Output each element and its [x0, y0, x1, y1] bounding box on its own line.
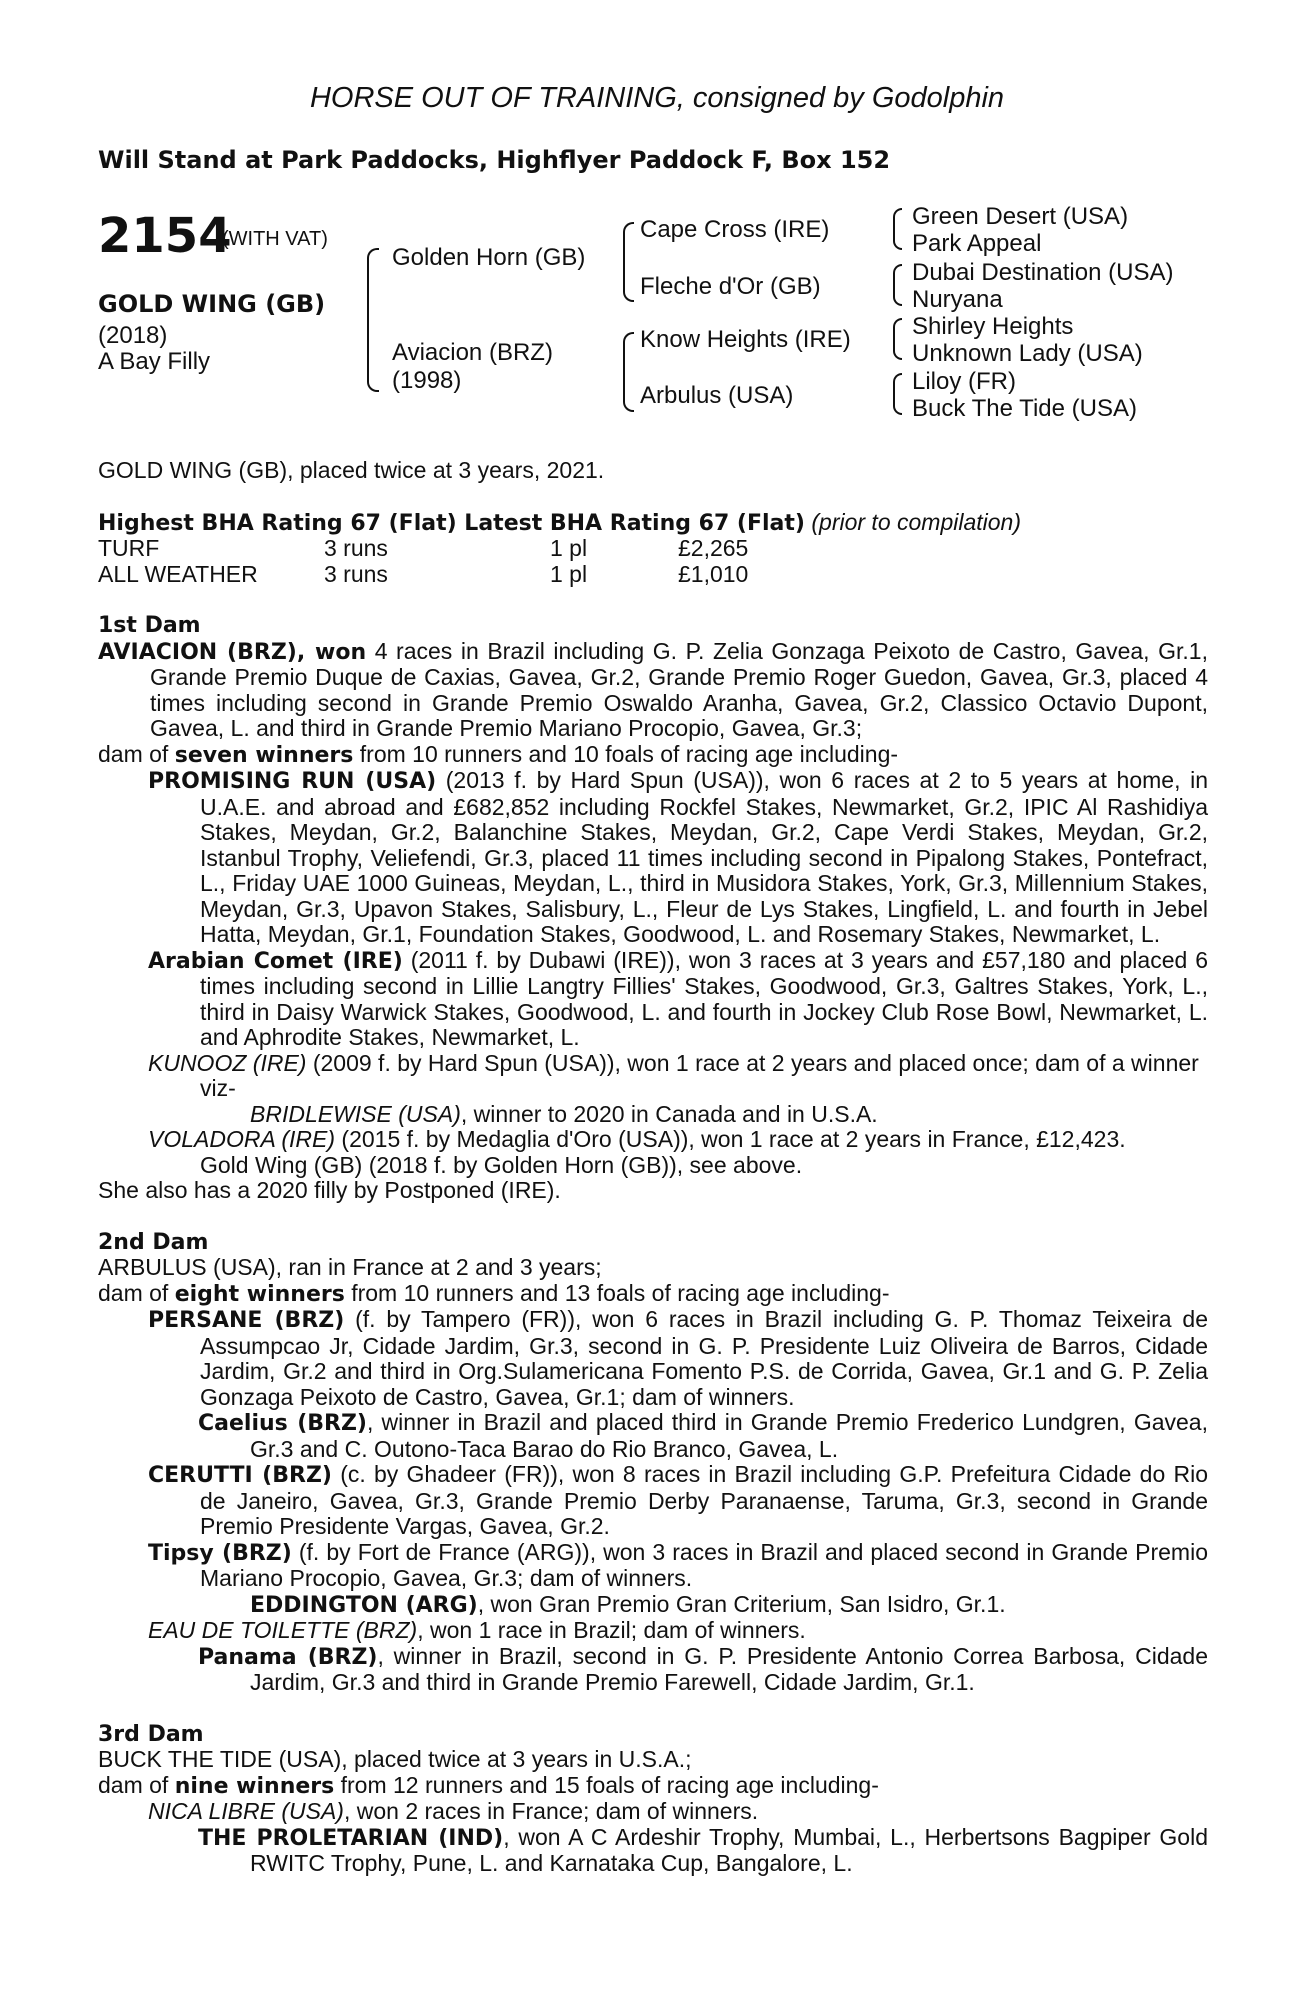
dam1-offspring: PROMISING RUN (USA) (2013 f. by Hard Spun (USA)), won 6 races at 2 to 5 years at home, in U.A.E. and abroad and £682,852 including Rockfel Stakes, Newmarket, Gr.2, IPIC Al Rashidiya Stakes, Meydan, Gr.2, Balanchine Stakes, Meydan, Gr.2, Cape Verdi Stakes, Meydan, Gr.2, Istanbul Trophy, Veliefendi, Gr.3, placed 11 times including second in Pipalong Stakes, Pontefract, L., Friday UAE 1000 Guineas, Meydan, L., third in Musidora Stakes, York, Gr.3, Millennium Stakes, Meydan, Gr.3, Upavon Stakes, Salisbury, L., Fleur de Lys Stakes, Lingfield, L. and fourth in Jebel Hatta, Meydan, Gr.1, Foundation Stakes, Goodwood, L. and Rosemary Stakes, Newmarket, L. [148, 767, 1208, 947]
pedigree-brace [623, 332, 634, 412]
horse-year: (2018) [98, 322, 168, 349]
pedigree-brace [893, 208, 902, 250]
pedigree-ddd: Buck The Tide (USA) [912, 395, 1137, 422]
pedigree-brace [367, 248, 379, 392]
dam2-offspring: CERUTTI (BRZ) (c. by Ghadeer (FR)), won 8 races in Brazil including G.P. Prefeitura Cidade do Rio de Janeiro, Gavea, Gr.3, Grande Premio Derby Paranaense, Taruma, Gr.3, second in Grande Premio Presidente Vargas, Gavea, Gr.2. [148, 1461, 1208, 1539]
pedigree-brace [893, 264, 902, 306]
dam2-produce: dam of eight winners from 10 runners and 13 foals of racing age including- [98, 1279, 890, 1307]
dam3-produce: dam of nine winners from 12 runners and 15 foals of racing age including- [98, 1771, 879, 1799]
dam2-offspring: PERSANE (BRZ) (f. by Tampero (FR)), won 6 races in Brazil including G. P. Thomaz Teixeira de Assumpcao Jr, Cidade Jardim, Gr.3, second in G. P. Presidente Luiz Oliveira de Barros, Cidade Jardim, Gr.2 and third in Org.Sulamericana Fomento P.S. de Corrida, Gavea, Gr.1 and G. P. Zelia Gonzaga Peixoto de Castro, Gavea, Gr.1; dam of winners. [148, 1306, 1208, 1410]
dam3-record: BUCK THE TIDE (USA), placed twice at 3 years in U.S.A.; [98, 1746, 692, 1772]
pedigree-sd: Fleche d'Or (GB) [640, 273, 821, 300]
pedigree-brace [623, 222, 634, 302]
pedigree-dss: Shirley Heights [912, 313, 1074, 340]
dam2-grand-offspring: Panama (BRZ), winner in Brazil, second in G. P. Presidente Antonio Correa Barbosa, Cidade Jardim, Gr.3 and third in Grande Premio Farewell, Cidade Jardim, Gr.1. [198, 1642, 1208, 1695]
dam3-grand-offspring: THE PROLETARIAN (IND), won A C Ardeshir Trophy, Mumbai, L., Herbertsons Bagpiper Gold RWITC Trophy, Pune, L. and Karnataka Cup, Bangalore, L. [198, 1823, 1208, 1876]
pedigree-ds: Know Heights (IRE) [640, 326, 851, 353]
pedigree-dsd: Unknown Lady (USA) [912, 340, 1143, 367]
pedigree-ss: Cape Cross (IRE) [640, 216, 830, 243]
dam2-offspring: Tipsy (BRZ) (f. by Fort de France (ARG)), won 3 races in Brazil and placed second in Grande Premio Mariano Procopio, Gavea, Gr.3; dam of winners. [148, 1538, 1208, 1591]
horse-name: GOLD WING (GB) [98, 290, 326, 318]
pedigree-ssd: Park Appeal [912, 230, 1042, 257]
dam2-grand-offspring: EDDINGTON (ARG), won Gran Premio Gran Criterium, San Isidro, Gr.1. [250, 1590, 1006, 1618]
dam3-heading: 3rd Dam [98, 1721, 204, 1747]
catalogue-text [98, 458, 1208, 1877]
dam2-offspring: EAU DE TOILETTE (BRZ), won 1 race in Brazil; dam of winners. [148, 1617, 806, 1643]
dam1-note: She also has a 2020 filly by Postponed (IRE). [98, 1177, 561, 1203]
dam1-offspring: VOLADORA (IRE) (2015 f. by Medaglia d'Oro (USA)), won 1 race at 2 years in France, £12,423. [148, 1126, 1126, 1152]
pedigree-brace [893, 318, 902, 360]
rating-line: Highest BHA Rating 67 (Flat) Latest BHA Rating 67 (Flat) (prior to compilation) [98, 508, 1022, 536]
lot-number: 2154 [98, 208, 232, 264]
pedigree-dd: Arbulus (USA) [640, 382, 794, 409]
dam2-heading: 2nd Dam [98, 1229, 209, 1255]
pedigree-sire: Golden Horn (GB) [392, 244, 586, 271]
rating-row-turf: TURF 3 runs 1 pl £2,265 [98, 535, 749, 561]
dam1-record: AVIACION (BRZ), won 4 races in Brazil including G. P. Zelia Gonzaga Peixoto de Castro, Gavea, Gr.1, Grande Premio Duque de Caxias, Gavea, Gr.2, Grande Premio Roger Guedon, Gavea, Gr.3, placed 4 times including second in Grande Premio Oswaldo Aranha, Gavea, Gr.2, Classico Octavio Dupont, Gavea, L. and third in Grande Premio Mariano Procopio, Gavea, Gr.3; [98, 637, 1208, 741]
rating-row-aw: ALL WEATHER 3 runs 1 pl £1,010 [98, 560, 749, 587]
pedigree-sss: Green Desert (USA) [912, 203, 1129, 230]
pedigree-dds: Liloy (FR) [912, 368, 1017, 395]
dam3-offspring: NICA LIBRE (USA), won 2 races in France; dam of winners. [148, 1798, 759, 1824]
dam1-grand-offspring: BRIDLEWISE (USA), winner to 2020 in Canada and in U.S.A. [250, 1100, 878, 1127]
dam2-record: ARBULUS (USA), ran in France at 2 and 3 years; [98, 1254, 602, 1280]
pedigree-sds: Dubai Destination (USA) [912, 259, 1174, 286]
pedigree-dam-year: (1998) [392, 367, 462, 394]
page-header: HORSE OUT OF TRAINING, consigned by Godolphin [309, 82, 1005, 114]
summary: GOLD WING (GB), placed twice at 3 years, 2021. [98, 457, 605, 483]
pedigree-brace [893, 373, 902, 415]
dam1-offspring: Gold Wing (GB) (2018 f. by Golden Horn (GB)), see above. [200, 1151, 803, 1178]
dam2-grand-offspring: Caelius (BRZ), winner in Brazil and placed third in Grande Premio Frederico Lundgren, Gavea, Gr.3 and C. Outono-Taca Barao do Rio Branco, Gavea, L. [198, 1409, 1208, 1462]
pedigree-dam: Aviacion (BRZ) [392, 339, 553, 366]
stand-location: Will Stand at Park Paddocks, Highflyer Paddock F, Box 152 [98, 146, 891, 174]
dam1-offspring: KUNOOZ (IRE) (2009 f. by Hard Spun (USA)), won 1 race at 2 years and placed once; dam of a winner viz- [148, 1049, 1199, 1101]
dam1-heading: 1st Dam [98, 613, 201, 638]
dam1-produce: dam of seven winners from 10 runners and 10 foals of racing age including- [98, 740, 899, 768]
vat-note: (WITH VAT) [222, 228, 328, 250]
dam1-offspring: Arabian Comet (IRE) (2011 f. by Dubawi (IRE)), won 3 races at 3 years and £57,180 and placed 6 times including second in Lillie Langtry Fillies' Stakes, Goodwood, Gr.3, Galtres Stakes, York, L., third in Daisy Warwick Stakes, Goodwood, L. and fourth in Jockey Club Rose Bowl, Newmarket, L. and Aphrodite Stakes, Newmarket, L. [148, 946, 1208, 1050]
horse-description: A Bay Filly [98, 348, 211, 375]
pedigree-sdd: Nuryana [912, 286, 1003, 313]
